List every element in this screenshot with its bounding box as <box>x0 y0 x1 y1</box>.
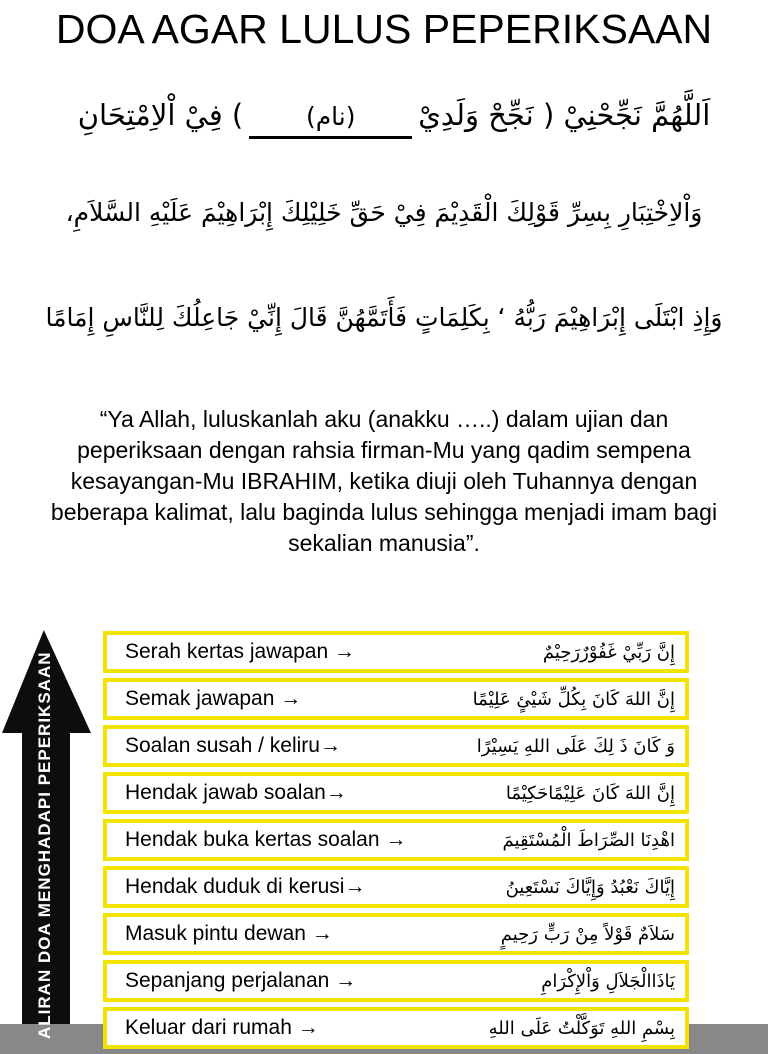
flow-arrow-label: ALIRAN DOA MENGHADAPI PEPERIKSAAN <box>35 651 54 1039</box>
name-placeholder-label: (نام) <box>305 102 356 131</box>
dua-arabic-line-2: وَاْلاِخْتِبَارِ بِسِرِّ قَوْلِكَ الْقَدِيْمَ فِيْ حَقِّ خَلِيْلِكَ إِبْرَاهِيْمَ عَلَيْهِ السَّلاَمِ، <box>65 198 703 227</box>
step-dua-arabic: إِيَّاكَ نَعْبُدُ وَإِيَّاكَ نَسْتَعِينُ <box>505 876 675 898</box>
step-label: Hendak duduk di kerusi→ <box>125 875 366 898</box>
step-label: Semak jawapan → <box>125 687 302 710</box>
name-blank-line <box>249 103 412 139</box>
page-title: DOA AGAR LULUS PEPERIKSAAN <box>55 6 713 52</box>
step-dua-arabic: إِنَّ رَبِّيْ غَفُوْرٌرَحِيْمٌ <box>542 641 675 663</box>
step-label: Masuk pintu dewan → <box>125 922 333 945</box>
translation-paragraph <box>0 404 768 559</box>
step-row <box>103 772 689 814</box>
step-label: Serah kertas jawapan → <box>125 640 355 663</box>
step-row <box>103 866 689 908</box>
translation-line: kesayangan-Mu IBRAHIM, ketika diuji oleh Tuhannya dengan <box>70 468 698 494</box>
step-dua-arabic: اهْدِنَا الصِّرَاطَ الْمُسْتَقِيمَ <box>502 829 675 851</box>
step-dua-arabic: بِسْمِ اللهِ تَوَكَّلْتُ عَلَى اللهِ <box>488 1017 675 1039</box>
step-dua-arabic: وَ كَانَ ذَ لِكَ عَلَى اللهِ يَسِيْرًا <box>476 735 675 757</box>
dua-line1-part1: اَللَّهُمَّ نَجِّحْنِيْ ( نَجِّحْ وَلَدِيْ <box>418 98 711 132</box>
translation-line: sekalian manusia”. <box>288 530 480 556</box>
step-row <box>103 631 689 673</box>
step-label: Soalan susah / keliru→ <box>125 734 341 757</box>
step-row <box>103 1007 689 1049</box>
translation-line: beberapa kalimat, lalu baginda lulus sehingga menjadi imam bagi <box>50 499 718 525</box>
step-dua-arabic: يَاذَاالْجَلاَلِ وَاْلإِكْرَامِ <box>541 970 675 992</box>
step-label: Hendak jawab soalan→ <box>125 781 347 804</box>
step-dua-arabic: سَلاَمٌ قَوْلاً مِنْ رَبٍّ رَحِيمٍ <box>500 923 675 945</box>
step-row <box>103 960 689 1002</box>
translation-line: “Ya Allah, luluskanlah aku (anakku …..) dalam ujian dan <box>99 406 669 432</box>
step-dua-arabic: إِنَّ اللهَ كَانَ بِكُلِّ شَيْئٍ عَلِيْمًا <box>472 688 675 710</box>
dua-arabic-line-1 <box>0 98 768 139</box>
step-dua-arabic: إِنَّ اللهَ كَانَ عَلِيْمًاحَكِيْمًا <box>505 782 675 804</box>
step-row <box>103 913 689 955</box>
step-row <box>103 725 689 767</box>
step-label: Hendak buka kertas soalan → <box>125 828 407 851</box>
dua-arabic-line-3: وَإِذِ ابْتَلَى إِبْرَاهِيْمَ رَبُّهُ ‘ بِكَلِمَاتٍ فَأَتَمَّهُنَّ قَالَ إِنِّيْ جَاعِلُكَ لِلنَّاسِ إِمَامًا <box>45 303 723 332</box>
step-row <box>103 678 689 720</box>
step-row <box>103 819 689 861</box>
dua-line1-part2: ) فِيْ اْلاِمْتِحَانِ <box>77 98 244 132</box>
translation-line: peperiksaan dengan rahsia firman-Mu yang qadim sempena <box>77 437 691 463</box>
steps-table <box>103 631 689 1054</box>
step-label: Keluar dari rumah → <box>125 1016 319 1039</box>
step-label: Sepanjang perjalanan → <box>125 969 357 992</box>
